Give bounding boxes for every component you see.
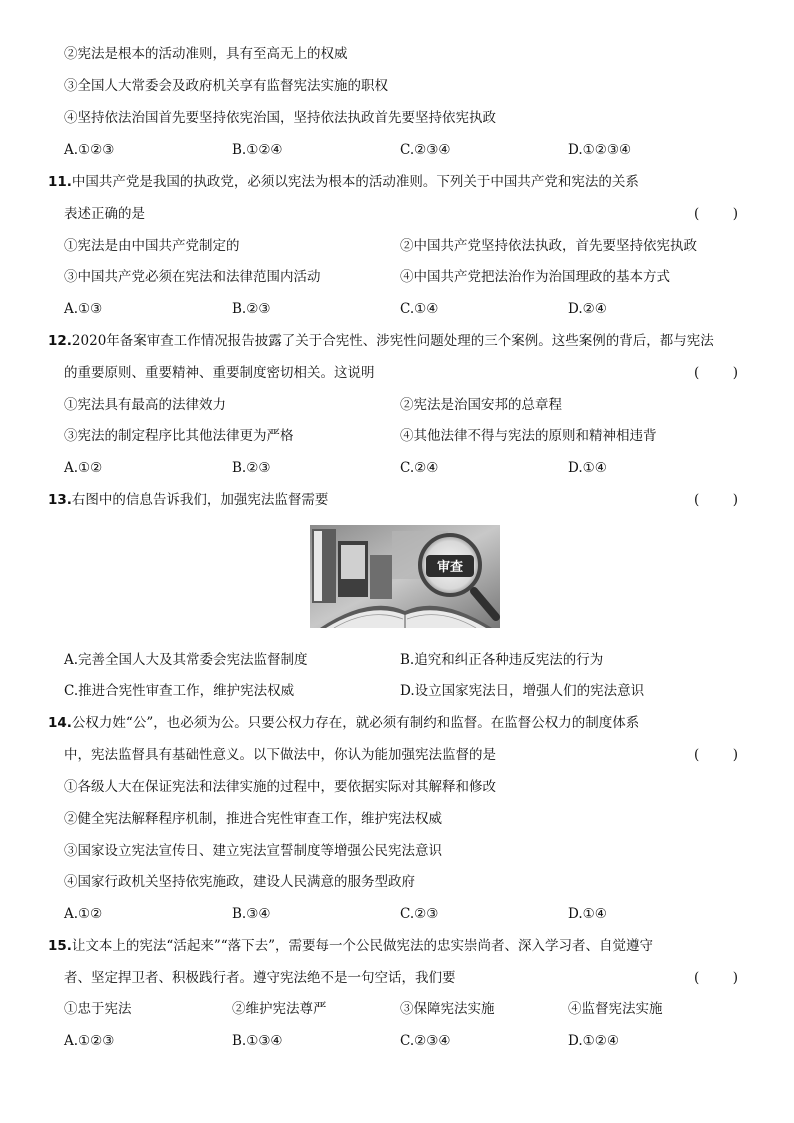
q14-choice-d: D.①④ — [568, 906, 607, 922]
q11-choice-d: D.②④ — [568, 301, 607, 317]
q12-choice-a: A.①② — [64, 460, 103, 476]
q12-answer-paren: ( ) — [694, 365, 738, 381]
q15-item-2: ②维护宪法尊严 — [232, 1001, 327, 1017]
q15-item-1: ①忠于宪法 — [64, 1001, 132, 1017]
q14-item-4: ④国家行政机关坚持依宪施政，建设人民满意的服务型政府 — [64, 874, 415, 890]
prev-choice-a: A.①②③ — [64, 142, 115, 158]
q15-choice-d: D.①②④ — [568, 1033, 619, 1049]
q11-text: 中国共产党是我国的执政党，必须以宪法为根本的活动准则。下列关于中国共产党和宪法的关系 — [71, 174, 639, 190]
q12-item-1: ①宪法具有最高的法律效力 — [64, 397, 226, 413]
q13-choice-d: D.设立国家宪法日，增强人们的宪法意识 — [400, 683, 645, 699]
q13-number: 13. — [48, 492, 72, 508]
q15-stem-line2: 者、坚定捍卫者、积极践行者。遵守宪法绝不是一句空话，我们要 — [64, 970, 456, 986]
q11-number: 11. — [48, 174, 72, 190]
q11-item-3: ③中国共产党必须在宪法和法律范围内活动 — [64, 269, 321, 285]
q15-choice-c: C.②③④ — [400, 1033, 451, 1049]
q12-item-2: ②宪法是治国安邦的总章程 — [400, 397, 562, 413]
q12-text: 2020年备案审查工作情况报告披露了关于合宪性、涉宪性问题处理的三个案例。这些案例的背后，都与宪法 — [71, 333, 714, 349]
prev-choice-d: D.①②③④ — [568, 142, 632, 158]
prev-item-3: ③全国人大常委会及政府机关享有监督宪法实施的职权 — [64, 78, 388, 94]
prev-choice-b: B.①②④ — [232, 142, 283, 158]
q11-item-4: ④中国共产党把法治作为治国理政的基本方式 — [400, 269, 670, 285]
magnifier-constitution-book-image — [310, 525, 500, 628]
q15-item-3: ③保障宪法实施 — [400, 1001, 495, 1017]
q11-item-1: ①宪法是由中国共产党制定的 — [64, 238, 240, 254]
q13-choice-b: B.追究和纠正各种违反宪法的行为 — [400, 652, 604, 668]
q14-choice-a: A.①② — [64, 906, 103, 922]
prev-item-4: ④坚持依法治国首先要坚持依宪治国，坚持依法执政首先要坚持依宪执政 — [64, 110, 496, 126]
q13-stem-line1 — [48, 491, 328, 509]
q11-stem-line1 — [48, 173, 639, 191]
q11-item-2: ②中国共产党坚持依法执政，首先要坚持依宪执政 — [400, 238, 697, 254]
q12-item-3: ③宪法的制定程序比其他法律更为严格 — [64, 428, 294, 444]
q12-stem-line2: 的重要原则、重要精神、重要制度密切相关。这说明 — [64, 365, 375, 381]
q14-item-3: ③国家设立宪法宣传日、建立宪法宣誓制度等增强公民宪法意识 — [64, 843, 442, 859]
q11-choice-a: A.①③ — [64, 301, 103, 317]
q15-choice-b: B.①③④ — [232, 1033, 283, 1049]
q13-choice-a: A.完善全国人大及其常委会宪法监督制度 — [64, 652, 308, 668]
q12-choice-d: D.①④ — [568, 460, 607, 476]
q14-number: 14. — [48, 715, 72, 731]
q15-choice-a: A.①②③ — [64, 1033, 115, 1049]
q14-item-1: ①各级人大在保证宪法和法律实施的过程中，要依据实际对其解释和修改 — [64, 779, 496, 795]
q14-text: 公权力姓“公”，也必须为公。只要公权力存在，就必须有制约和监督。在监督公权力的制度体系 — [71, 715, 640, 731]
q14-stem-line2: 中，宪法监督具有基础性意义。以下做法中，你认为能加强宪法监督的是 — [64, 747, 496, 763]
q14-choice-b: B.③④ — [232, 906, 271, 922]
q11-answer-paren: ( ) — [694, 206, 738, 222]
q14-choice-c: C.②③ — [400, 906, 439, 922]
prev-item-2: ②宪法是根本的活动准则，具有至高无上的权威 — [64, 46, 348, 62]
q12-number: 12. — [48, 333, 72, 349]
q12-choice-b: B.②③ — [232, 460, 271, 476]
q14-answer-paren: ( ) — [694, 747, 738, 763]
q13-answer-paren: ( ) — [694, 492, 738, 508]
q15-number: 15. — [48, 938, 72, 954]
prev-choice-c: C.②③④ — [400, 142, 451, 158]
q15-stem-line1 — [48, 937, 653, 955]
q11-choice-b: B.②③ — [232, 301, 271, 317]
q15-text: 让文本上的宪法“活起来”“落下去”，需要每一个公民做宪法的忠实崇尚者、深入学习者、自觉遵守 — [71, 938, 654, 954]
q11-stem-line2: 表述正确的是 — [64, 206, 145, 222]
q12-choice-c: C.②④ — [400, 460, 439, 476]
q11-choice-c: C.①④ — [400, 301, 439, 317]
q12-stem-line1 — [48, 332, 714, 350]
q12-item-4: ④其他法律不得与宪法的原则和精神相违背 — [400, 428, 657, 444]
q13-choice-c: C.推进合宪性审查工作，维护宪法权威 — [64, 683, 295, 699]
q14-stem-line1 — [48, 714, 639, 732]
q15-answer-paren: ( ) — [694, 970, 738, 986]
q15-item-4: ④监督宪法实施 — [568, 1001, 663, 1017]
q14-item-2: ②健全宪法解释程序机制，推进合宪性审查工作，维护宪法权威 — [64, 811, 442, 827]
seal-text: 审查 — [436, 560, 464, 575]
q13-text: 右图中的信息告诉我们，加强宪法监督需要 — [71, 492, 329, 508]
